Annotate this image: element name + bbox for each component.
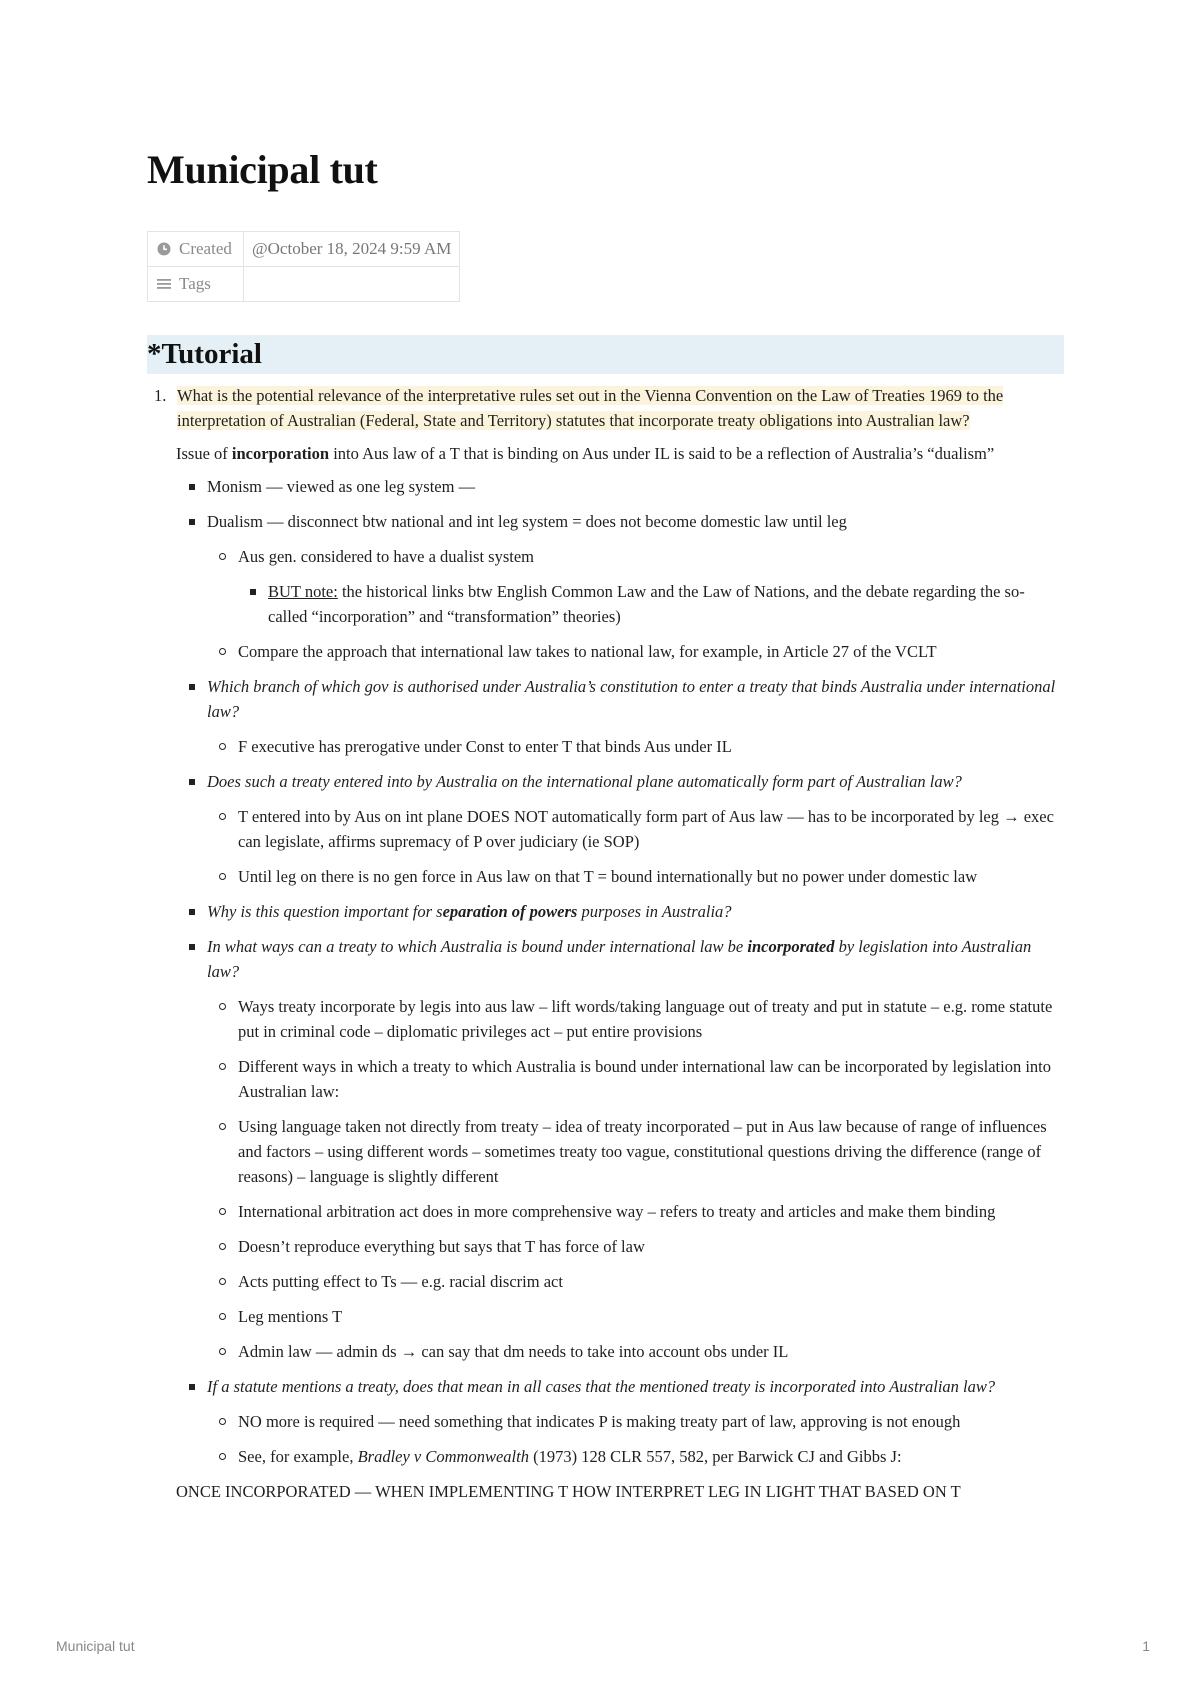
list-item — [147, 509, 1064, 534]
bullet-icon — [189, 1384, 195, 1390]
circle-bullet-icon — [219, 813, 226, 820]
bullet-icon — [189, 519, 195, 525]
document-body — [147, 383, 1064, 1504]
property-value-tags[interactable] — [244, 267, 460, 302]
bullet-icon — [189, 484, 195, 490]
text-run: (1973) 128 CLR 557, 582, per Barwick CJ and Gibbs J: — [528, 1447, 902, 1466]
bold-text: incorporation — [231, 444, 330, 463]
list-item — [147, 1114, 1064, 1189]
property-key — [148, 232, 244, 267]
list-item — [147, 474, 1064, 499]
list-item-text: Which branch of which gov is authorised under Australia’s constitution to enter a treaty that binds Australia under international law? — [207, 677, 1056, 721]
list-item — [147, 1444, 1064, 1469]
list-item — [147, 579, 1064, 629]
circle-bullet-icon — [219, 1313, 226, 1320]
circle-bullet-icon — [219, 648, 226, 655]
list-item-text: If a statute mentions a treaty, does that mean in all cases that the mentioned treaty is incorporated into Australian law? — [207, 1377, 996, 1396]
property-key-label: Tags — [179, 274, 211, 293]
list-item — [147, 734, 1064, 759]
circle-bullet-icon — [219, 1348, 226, 1355]
list-item-text: Until leg on there is no gen force in Aus law on that T = bound internationally but no power under domestic law — [238, 867, 978, 886]
list-item — [147, 769, 1064, 794]
list-item-text: Acts putting effect to Ts — e.g. racial discrim act — [238, 1272, 563, 1291]
bullet-icon — [189, 944, 195, 950]
list-icon — [157, 277, 171, 291]
list-item-text: T entered into by Aus on int plane DOES NOT automatically form part of Aus law — has to be incorporated by leg → exec can legislate, affirms supremacy of P over judiciary (ie SOP) — [238, 807, 1054, 851]
list-item — [147, 899, 1064, 924]
list-item — [147, 1339, 1064, 1364]
circle-bullet-icon — [219, 1123, 226, 1130]
footer-page-number: 1 — [1142, 1638, 1150, 1654]
list-item — [147, 1374, 1064, 1399]
list-item — [147, 934, 1064, 984]
section-heading-tutorial: *Tutorial — [147, 335, 1064, 374]
property-value-created[interactable]: @October 18, 2024 9:59 AM — [244, 232, 460, 267]
text-run: Issue of — [176, 444, 232, 463]
text-run: See, for example, — [238, 1447, 358, 1466]
list-item — [147, 674, 1064, 724]
paragraph-once-incorporated: ONCE INCORPORATED — WHEN IMPLEMENTING T HOW INTERPRET LEG IN LIGHT THAT BASED ON T — [176, 1482, 961, 1501]
bullet-icon — [250, 589, 256, 595]
properties-table — [147, 231, 460, 302]
footer-title: Municipal tut — [56, 1638, 135, 1654]
case-citation: Bradley v Commonwealth — [357, 1447, 529, 1466]
list-item — [147, 1199, 1064, 1224]
list-item — [147, 639, 1064, 664]
circle-bullet-icon — [219, 1243, 226, 1250]
circle-bullet-icon — [219, 1208, 226, 1215]
circle-bullet-icon — [219, 873, 226, 880]
list-item-text: Using language taken not directly from treaty – idea of treaty incorporated – put in Aus law because of range of influences and factors – using different words – sometimes treaty too vague, constitutional questions driving the difference (range of reasons) – language is slightly different — [238, 1117, 1047, 1186]
item-number: 1. — [154, 386, 167, 405]
circle-bullet-icon — [219, 743, 226, 750]
list-item-text: Ways treaty incorporate by legis into aus law – lift words/taking language out of treaty and put in statute – e.g. rome statute put in criminal code – diplomatic privileges act – put entire provisions — [238, 997, 1053, 1041]
list-item-text: NO more is required — need something that indicates P is making treaty part of law, approving is not enough — [238, 1412, 961, 1431]
clock-icon — [157, 242, 171, 256]
list-item-text: Does such a treaty entered into by Australia on the international plane automatically form part of Australian law? — [207, 772, 962, 791]
list-item-text: International arbitration act does in more comprehensive way – refers to treaty and articles and make them binding — [238, 1202, 996, 1221]
circle-bullet-icon — [219, 1063, 226, 1070]
list-item — [147, 1054, 1064, 1104]
list-item-text: Dualism — disconnect btw national and int leg system = does not become domestic law until leg — [207, 512, 847, 531]
bold-text: eparation of powers — [442, 902, 578, 921]
list-item — [147, 1304, 1064, 1329]
bullet-icon — [189, 684, 195, 690]
question-text: What is the potential relevance of the interpretative rules set out in the Vienna Convention on the Law of Treaties 1969 to the interpretation of Australian (Federal, State and Territory) statutes that incorporate treaty obligations into Australian law? — [177, 386, 1004, 430]
text-run: Why is this question important for s — [207, 902, 443, 921]
list-item — [147, 864, 1064, 889]
list-item-text: Admin law — admin ds → can say that dm needs to take into account obs under IL — [238, 1342, 789, 1361]
text-run: In what ways can a treaty to which Australia is bound under international law be — [207, 937, 748, 956]
underlined-text: BUT note: — [268, 582, 338, 601]
paragraph-issue — [147, 441, 1064, 466]
list-item — [147, 1234, 1064, 1259]
bullet-icon — [189, 909, 195, 915]
list-item-text: F executive has prerogative under Const to enter T that binds Aus under IL — [238, 737, 732, 756]
list-item — [147, 1269, 1064, 1294]
circle-bullet-icon — [219, 1003, 226, 1010]
list-item-text: Aus gen. considered to have a dualist system — [238, 547, 535, 566]
circle-bullet-icon — [219, 1278, 226, 1285]
page-title: Municipal tut — [147, 147, 378, 192]
list-item-text: the historical links btw English Common Law and the Law of Nations, and the debate regarding the so-called “incorporation” and “transformation” theories) — [268, 582, 1025, 626]
list-item — [147, 1409, 1064, 1434]
list-item — [147, 994, 1064, 1044]
list-item-text: Leg mentions T — [238, 1307, 343, 1326]
property-key — [148, 267, 244, 302]
bullet-icon — [189, 779, 195, 785]
property-row-created — [148, 232, 460, 267]
bold-text: incorporated — [747, 937, 835, 956]
circle-bullet-icon — [219, 553, 226, 560]
circle-bullet-icon — [219, 1418, 226, 1425]
numbered-item-1 — [147, 383, 1064, 433]
list-item — [147, 804, 1064, 854]
text-run: by legislation into Australian law? — [207, 937, 1032, 981]
list-item-text: Compare the approach that international law takes to national law, for example, in Article 27 of the VCLT — [238, 642, 937, 661]
property-row-tags — [148, 267, 460, 302]
text-run: purposes in Australia? — [577, 902, 732, 921]
circle-bullet-icon — [219, 1453, 226, 1460]
list-item-text: Monism — viewed as one leg system — — [207, 477, 476, 496]
list-item-text: Different ways in which a treaty to which Australia is bound under international law can be incorporated by legislation into Australian law: — [238, 1057, 1052, 1101]
list-item — [147, 544, 1064, 569]
text-run: into Aus law of a T that is binding on Aus under IL is said to be a reflection of Australia’s “dualism” — [329, 444, 995, 463]
property-key-label: Created — [179, 239, 232, 258]
list-item-text: Doesn’t reproduce everything but says that T has force of law — [238, 1237, 645, 1256]
